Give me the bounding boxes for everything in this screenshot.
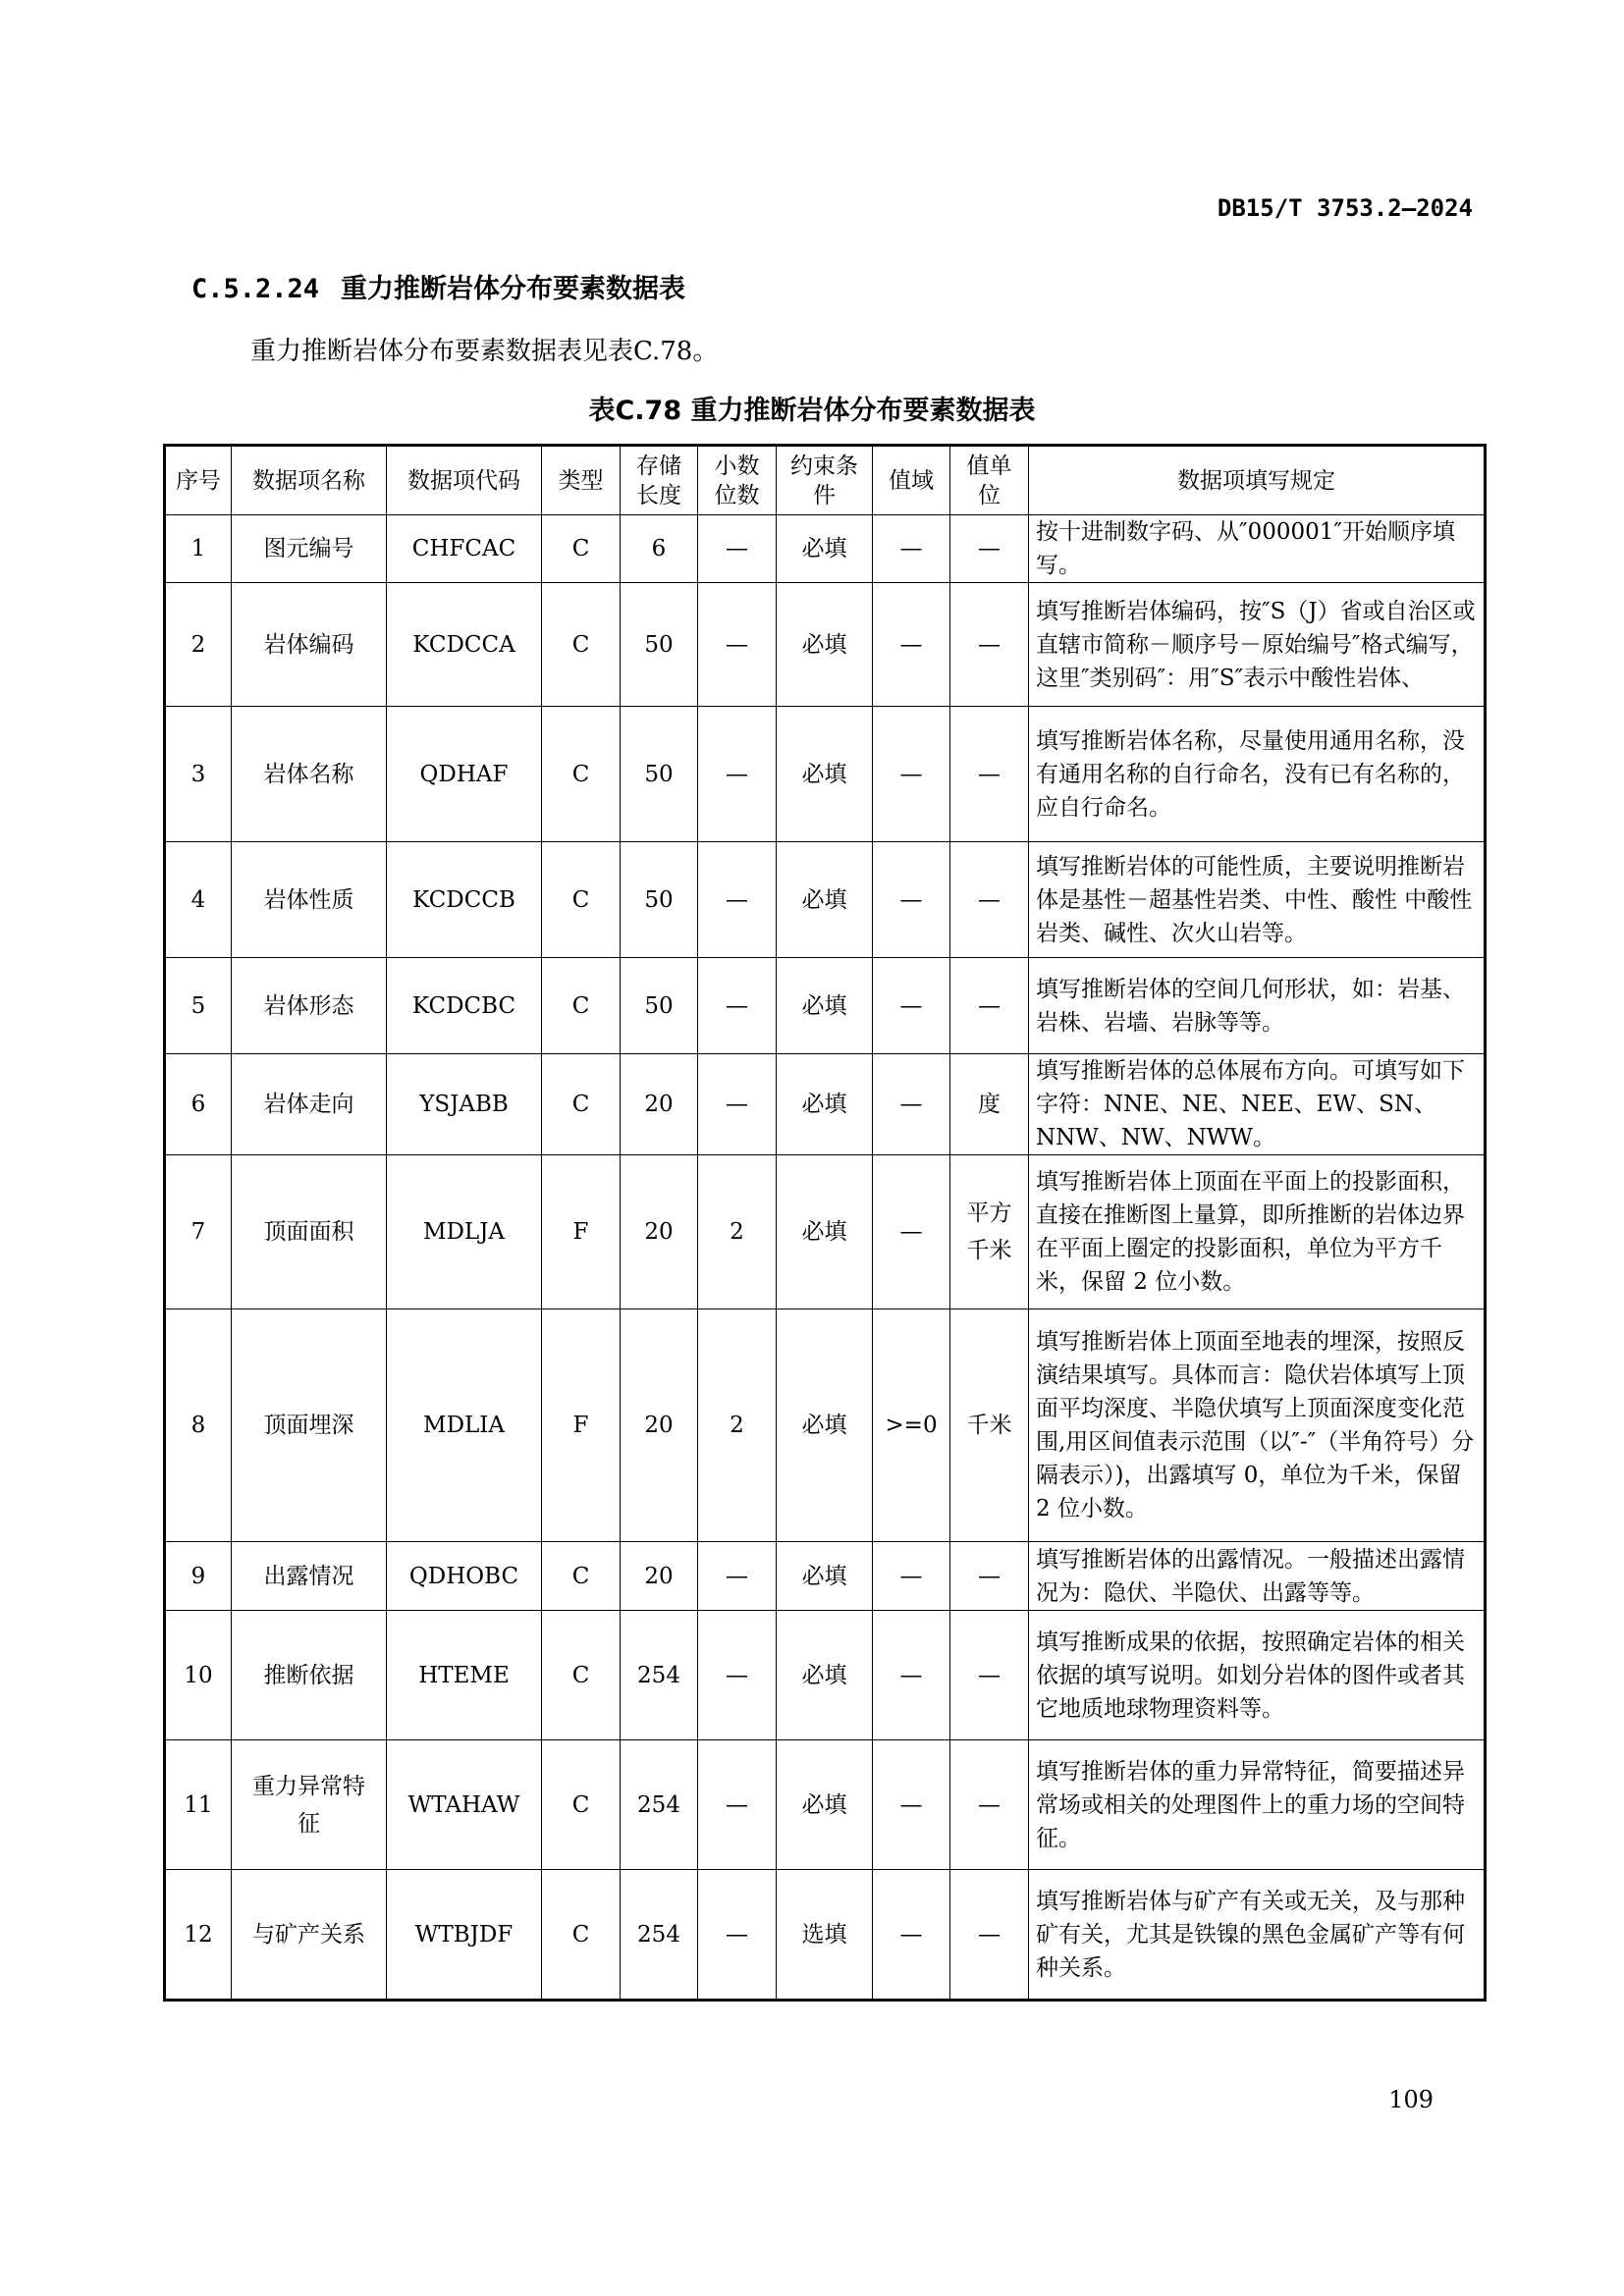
length-cell: 254 (621, 1870, 698, 2001)
unit-cell: — (950, 583, 1029, 707)
rule-cell: 填写推断岩体的可能性质，主要说明推断岩体是基性－超基性岩类、中性、酸性 中酸性岩类、碱性、次火山岩等。 (1029, 842, 1486, 958)
type-cell: F (542, 1155, 621, 1309)
seq-cell: 8 (165, 1309, 232, 1542)
length-cell: 20 (621, 1309, 698, 1542)
name-cell: 岩体编码 (232, 583, 387, 707)
decimals-cell: — (698, 1611, 777, 1740)
col-header: 数据项名称 (232, 446, 387, 515)
name-cell: 岩体名称 (232, 707, 387, 842)
constraint-cell: 必填 (777, 842, 873, 958)
length-cell: 20 (621, 1155, 698, 1309)
length-cell: 254 (621, 1740, 698, 1870)
seq-cell: 4 (165, 842, 232, 958)
table-row (165, 1870, 1486, 2001)
decimals-cell: — (698, 1740, 777, 1870)
code-cell: KCDCCA (387, 583, 542, 707)
decimals-cell: — (698, 1054, 777, 1155)
rule-cell: 填写推断岩体上顶面至地表的埋深，按照反演结果填写。具体而言：隐伏岩体填写上顶面平均深度、半隐伏填写上顶面深度变化范围,用区间值表示范围（以″-″（半角符号）分隔表示）)，出露填写 0，单位为千米，保留 2 位小数。 (1029, 1309, 1486, 1542)
constraint-cell: 必填 (777, 707, 873, 842)
range-cell: — (873, 1542, 950, 1611)
table-row (165, 707, 1486, 842)
constraint-cell: 必填 (777, 1155, 873, 1309)
col-header: 序号 (165, 446, 232, 515)
rule-cell: 填写推断成果的依据，按照确定岩体的相关依据的填写说明。如划分岩体的图件或者其它地质地球物理资料等。 (1029, 1611, 1486, 1740)
col-header: 小数位数 (698, 446, 777, 515)
rule-cell: 按十进制数字码、从″000001″开始顺序填写。 (1029, 515, 1486, 583)
length-cell: 6 (621, 515, 698, 583)
constraint-cell: 必填 (777, 1542, 873, 1611)
name-cell: 图元编号 (232, 515, 387, 583)
table-row (165, 1740, 1486, 1870)
type-cell: C (542, 1611, 621, 1740)
code-cell: WTAHAW (387, 1740, 542, 1870)
table-row (165, 958, 1486, 1054)
section-heading (191, 267, 685, 305)
name-cell: 岩体走向 (232, 1054, 387, 1155)
type-cell: C (542, 1054, 621, 1155)
data-table (163, 444, 1487, 2002)
code-cell: QDHAF (387, 707, 542, 842)
table-row (165, 1542, 1486, 1611)
name-cell: 重力异常特征 (232, 1740, 387, 1870)
range-cell: — (873, 707, 950, 842)
seq-cell: 3 (165, 707, 232, 842)
type-cell: C (542, 515, 621, 583)
col-header: 值域 (873, 446, 950, 515)
section-number: C.5.2.24 (191, 274, 320, 304)
table-row (165, 1309, 1486, 1542)
range-cell: — (873, 1740, 950, 1870)
seq-cell: 7 (165, 1155, 232, 1309)
range-cell: — (873, 515, 950, 583)
intro-paragraph: 重力推断岩体分布要素数据表见表C.78。 (250, 337, 719, 366)
table-row (165, 1054, 1486, 1155)
unit-cell: 千米 (950, 1309, 1029, 1542)
rule-cell: 填写推断岩体的重力异常特征，简要描述异常场或相关的处理图件上的重力场的空间特征。 (1029, 1740, 1486, 1870)
rule-cell: 填写推断岩体的出露情况。一般描述出露情况为：隐伏、半隐伏、出露等等。 (1029, 1542, 1486, 1611)
type-cell: C (542, 583, 621, 707)
col-header: 数据项填写规定 (1029, 446, 1486, 515)
constraint-cell: 必填 (777, 1054, 873, 1155)
constraint-cell: 必填 (777, 1740, 873, 1870)
decimals-cell: 2 (698, 1309, 777, 1542)
rule-cell: 填写推断岩体与矿产有关或无关，及与那种矿有关，尤其是铁镍的黑色金属矿产等有何种关系。 (1029, 1870, 1486, 2001)
constraint-cell: 必填 (777, 1611, 873, 1740)
constraint-cell: 选填 (777, 1870, 873, 2001)
type-cell: C (542, 1740, 621, 1870)
table-caption: 表C.78 重力推断岩体分布要素数据表 (588, 396, 1036, 426)
range-cell: — (873, 1611, 950, 1740)
constraint-cell: 必填 (777, 958, 873, 1054)
decimals-cell: — (698, 958, 777, 1054)
code-cell: HTEME (387, 1611, 542, 1740)
unit-cell: — (950, 707, 1029, 842)
type-cell: C (542, 958, 621, 1054)
table-row (165, 515, 1486, 583)
name-cell: 推断依据 (232, 1611, 387, 1740)
table-row (165, 1611, 1486, 1740)
decimals-cell: — (698, 707, 777, 842)
unit-cell: — (950, 515, 1029, 583)
length-cell: 20 (621, 1054, 698, 1155)
range-cell: — (873, 1870, 950, 2001)
type-cell: C (542, 1542, 621, 1611)
name-cell: 顶面面积 (232, 1155, 387, 1309)
unit-cell: — (950, 842, 1029, 958)
seq-cell: 1 (165, 515, 232, 583)
unit-cell: — (950, 1870, 1029, 2001)
table-row (165, 842, 1486, 958)
code-cell: KCDCCB (387, 842, 542, 958)
col-header: 数据项代码 (387, 446, 542, 515)
type-cell: F (542, 1309, 621, 1542)
col-header: 值单位 (950, 446, 1029, 515)
unit-cell: — (950, 1611, 1029, 1740)
range-cell: — (873, 1155, 950, 1309)
table-row (165, 583, 1486, 707)
length-cell: 20 (621, 1542, 698, 1611)
seq-cell: 5 (165, 958, 232, 1054)
decimals-cell: — (698, 1542, 777, 1611)
rule-cell: 填写推断岩体编码，按″S（J）省或自治区或直辖市简称－顺序号－原始编号″格式编写，这里″类别码″：用″S″表示中酸性岩体、 (1029, 583, 1486, 707)
length-cell: 254 (621, 1611, 698, 1740)
col-header: 存储长度 (621, 446, 698, 515)
code-cell: CHFCAC (387, 515, 542, 583)
code-cell: MDLJA (387, 1155, 542, 1309)
unit-cell: 度 (950, 1054, 1029, 1155)
rule-cell: 填写推断岩体上顶面在平面上的投影面积，直接在推断图上量算，即所推断的岩体边界在平面上圈定的投影面积，单位为平方千米，保留 2 位小数。 (1029, 1155, 1486, 1309)
range-cell: — (873, 842, 950, 958)
name-cell: 顶面埋深 (232, 1309, 387, 1542)
length-cell: 50 (621, 707, 698, 842)
name-cell: 岩体性质 (232, 842, 387, 958)
table-header-row (165, 446, 1486, 515)
col-header: 类型 (542, 446, 621, 515)
table-row (165, 1155, 1486, 1309)
seq-cell: 2 (165, 583, 232, 707)
rule-cell: 填写推断岩体的总体展布方向。可填写如下字符：NNE、NE、NEE、EW、SN、NNW、NW、NWW。 (1029, 1054, 1486, 1155)
rule-cell: 填写推断岩体的空间几何形状，如：岩基、岩株、岩墙、岩脉等等。 (1029, 958, 1486, 1054)
unit-cell: — (950, 958, 1029, 1054)
name-cell: 岩体形态 (232, 958, 387, 1054)
type-cell: C (542, 707, 621, 842)
unit-cell: — (950, 1740, 1029, 1870)
code-cell: KCDCBC (387, 958, 542, 1054)
seq-cell: 9 (165, 1542, 232, 1611)
seq-cell: 6 (165, 1054, 232, 1155)
decimals-cell: — (698, 583, 777, 707)
constraint-cell: 必填 (777, 583, 873, 707)
name-cell: 出露情况 (232, 1542, 387, 1611)
decimals-cell: — (698, 515, 777, 583)
code-cell: YSJABB (387, 1054, 542, 1155)
code-cell: WTBJDF (387, 1870, 542, 2001)
decimals-cell: — (698, 842, 777, 958)
code-cell: QDHOBC (387, 1542, 542, 1611)
range-cell: — (873, 958, 950, 1054)
unit-cell: 平方千米 (950, 1155, 1029, 1309)
code-cell: MDLIA (387, 1309, 542, 1542)
length-cell: 50 (621, 842, 698, 958)
col-header: 约束条件 (777, 446, 873, 515)
range-cell: — (873, 583, 950, 707)
seq-cell: 11 (165, 1740, 232, 1870)
range-cell: >=0 (873, 1309, 950, 1542)
decimals-cell: — (698, 1870, 777, 2001)
seq-cell: 10 (165, 1611, 232, 1740)
table-body (165, 515, 1486, 2001)
type-cell: C (542, 1870, 621, 2001)
seq-cell: 12 (165, 1870, 232, 2001)
length-cell: 50 (621, 583, 698, 707)
constraint-cell: 必填 (777, 1309, 873, 1542)
type-cell: C (542, 842, 621, 958)
page-number: 109 (1388, 2086, 1434, 2113)
range-cell: — (873, 1054, 950, 1155)
length-cell: 50 (621, 958, 698, 1054)
standard-code: DB15/T 3753.2—2024 (1217, 194, 1473, 222)
rule-cell: 填写推断岩体名称，尽量使用通用名称，没有通用名称的自行命名，没有已有名称的，应自行命名。 (1029, 707, 1486, 842)
constraint-cell: 必填 (777, 515, 873, 583)
unit-cell: — (950, 1542, 1029, 1611)
section-title: 重力推断岩体分布要素数据表 (341, 274, 686, 304)
name-cell: 与矿产关系 (232, 1870, 387, 2001)
decimals-cell: 2 (698, 1155, 777, 1309)
